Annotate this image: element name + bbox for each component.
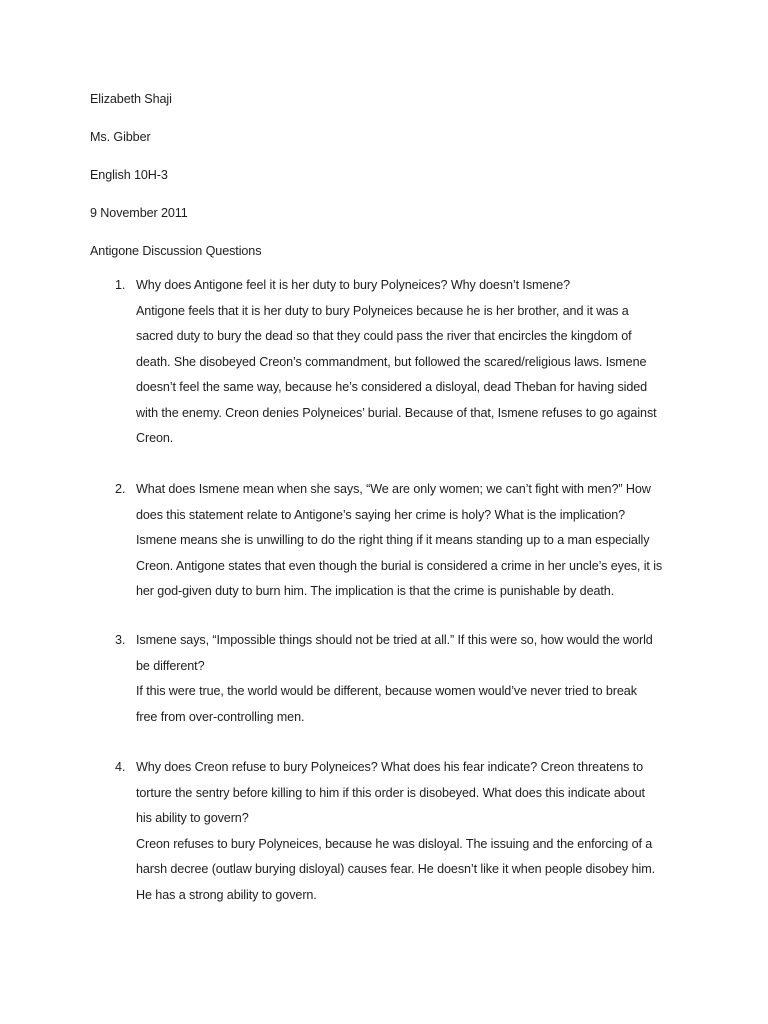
course-name: English 10H-3: [90, 168, 168, 182]
question-text: [136, 273, 696, 452]
text-line: death. She disobeyed Creon’s commandment, but followed the scared/religious laws. Ismene: [136, 354, 647, 369]
text-line: Antigone feels that it is her duty to bury Polyneices because he is her brother, and it was a: [136, 303, 629, 318]
question-number: 3.: [115, 633, 126, 647]
text-line: Creon. Antigone states that even though the burial is considered a crime in her uncle’s eyes, it is: [136, 558, 663, 573]
text-line: Creon.: [136, 431, 174, 445]
text-line: her god-given duty to burn him. The implication is that the crime is punishable by death.: [136, 584, 615, 598]
text-line: Why does Antigone feel it is her duty to bury Polyneices? Why doesn’t Ismene?: [136, 278, 571, 292]
question-number: 4.: [115, 760, 126, 774]
text-line: Creon refuses to bury Polyneices, because he was disloyal. The issuing and the enforcing of a: [136, 836, 653, 851]
author-name: Elizabeth Shaji: [90, 92, 172, 106]
text-line: If this were true, the world would be different, because women would’ve never tried to break: [136, 684, 637, 698]
text-line: with the enemy. Creon denies Polyneices’ burial. Because of that, Ismene refuses to go against: [136, 405, 657, 420]
text-line: does this statement relate to Antigone’s saying her crime is holy? What is the implication?: [136, 507, 626, 522]
text-line: be different?: [136, 658, 205, 673]
text-line: Ismene means she is unwilling to do the right thing if it means standing up to a man especially: [136, 533, 650, 547]
text-line: free from over-controlling men.: [136, 709, 305, 724]
text-line: doesn’t feel the same way, because he’s considered a disloyal, dead Theban for having sided: [136, 380, 648, 394]
text-line: torture the sentry before killing to him if this order is disobeyed. What does this indicate about: [136, 785, 645, 800]
text-line: What does Ismene mean when she says, “We are only women; we can’t fight with men?” How: [136, 482, 651, 496]
question-text: [136, 628, 696, 730]
teacher-name: Ms. Gibber: [90, 130, 151, 144]
text-line: sacred duty to bury the dead so that they could pass the river that encircles the kingdom of: [136, 329, 632, 343]
question-text: [136, 477, 696, 605]
question-number: 2.: [115, 482, 126, 496]
document-title: Antigone Discussion Questions: [90, 244, 262, 258]
text-line: He has a strong ability to govern.: [136, 887, 317, 902]
question-text: [136, 755, 696, 908]
text-line: his ability to govern?: [136, 811, 249, 825]
text-line: harsh decree (outlaw burying disloyal) causes fear. He doesn’t like it when people disobey him.: [136, 862, 656, 876]
text-line: Why does Creon refuse to bury Polyneices? What does his fear indicate? Creon threatens to: [136, 760, 644, 774]
text-line: Ismene says, “Impossible things should not be tried at all.” If this were so, how would the world: [136, 633, 653, 647]
question-number: 1.: [115, 278, 126, 292]
document-date: 9 November 2011: [90, 206, 188, 220]
